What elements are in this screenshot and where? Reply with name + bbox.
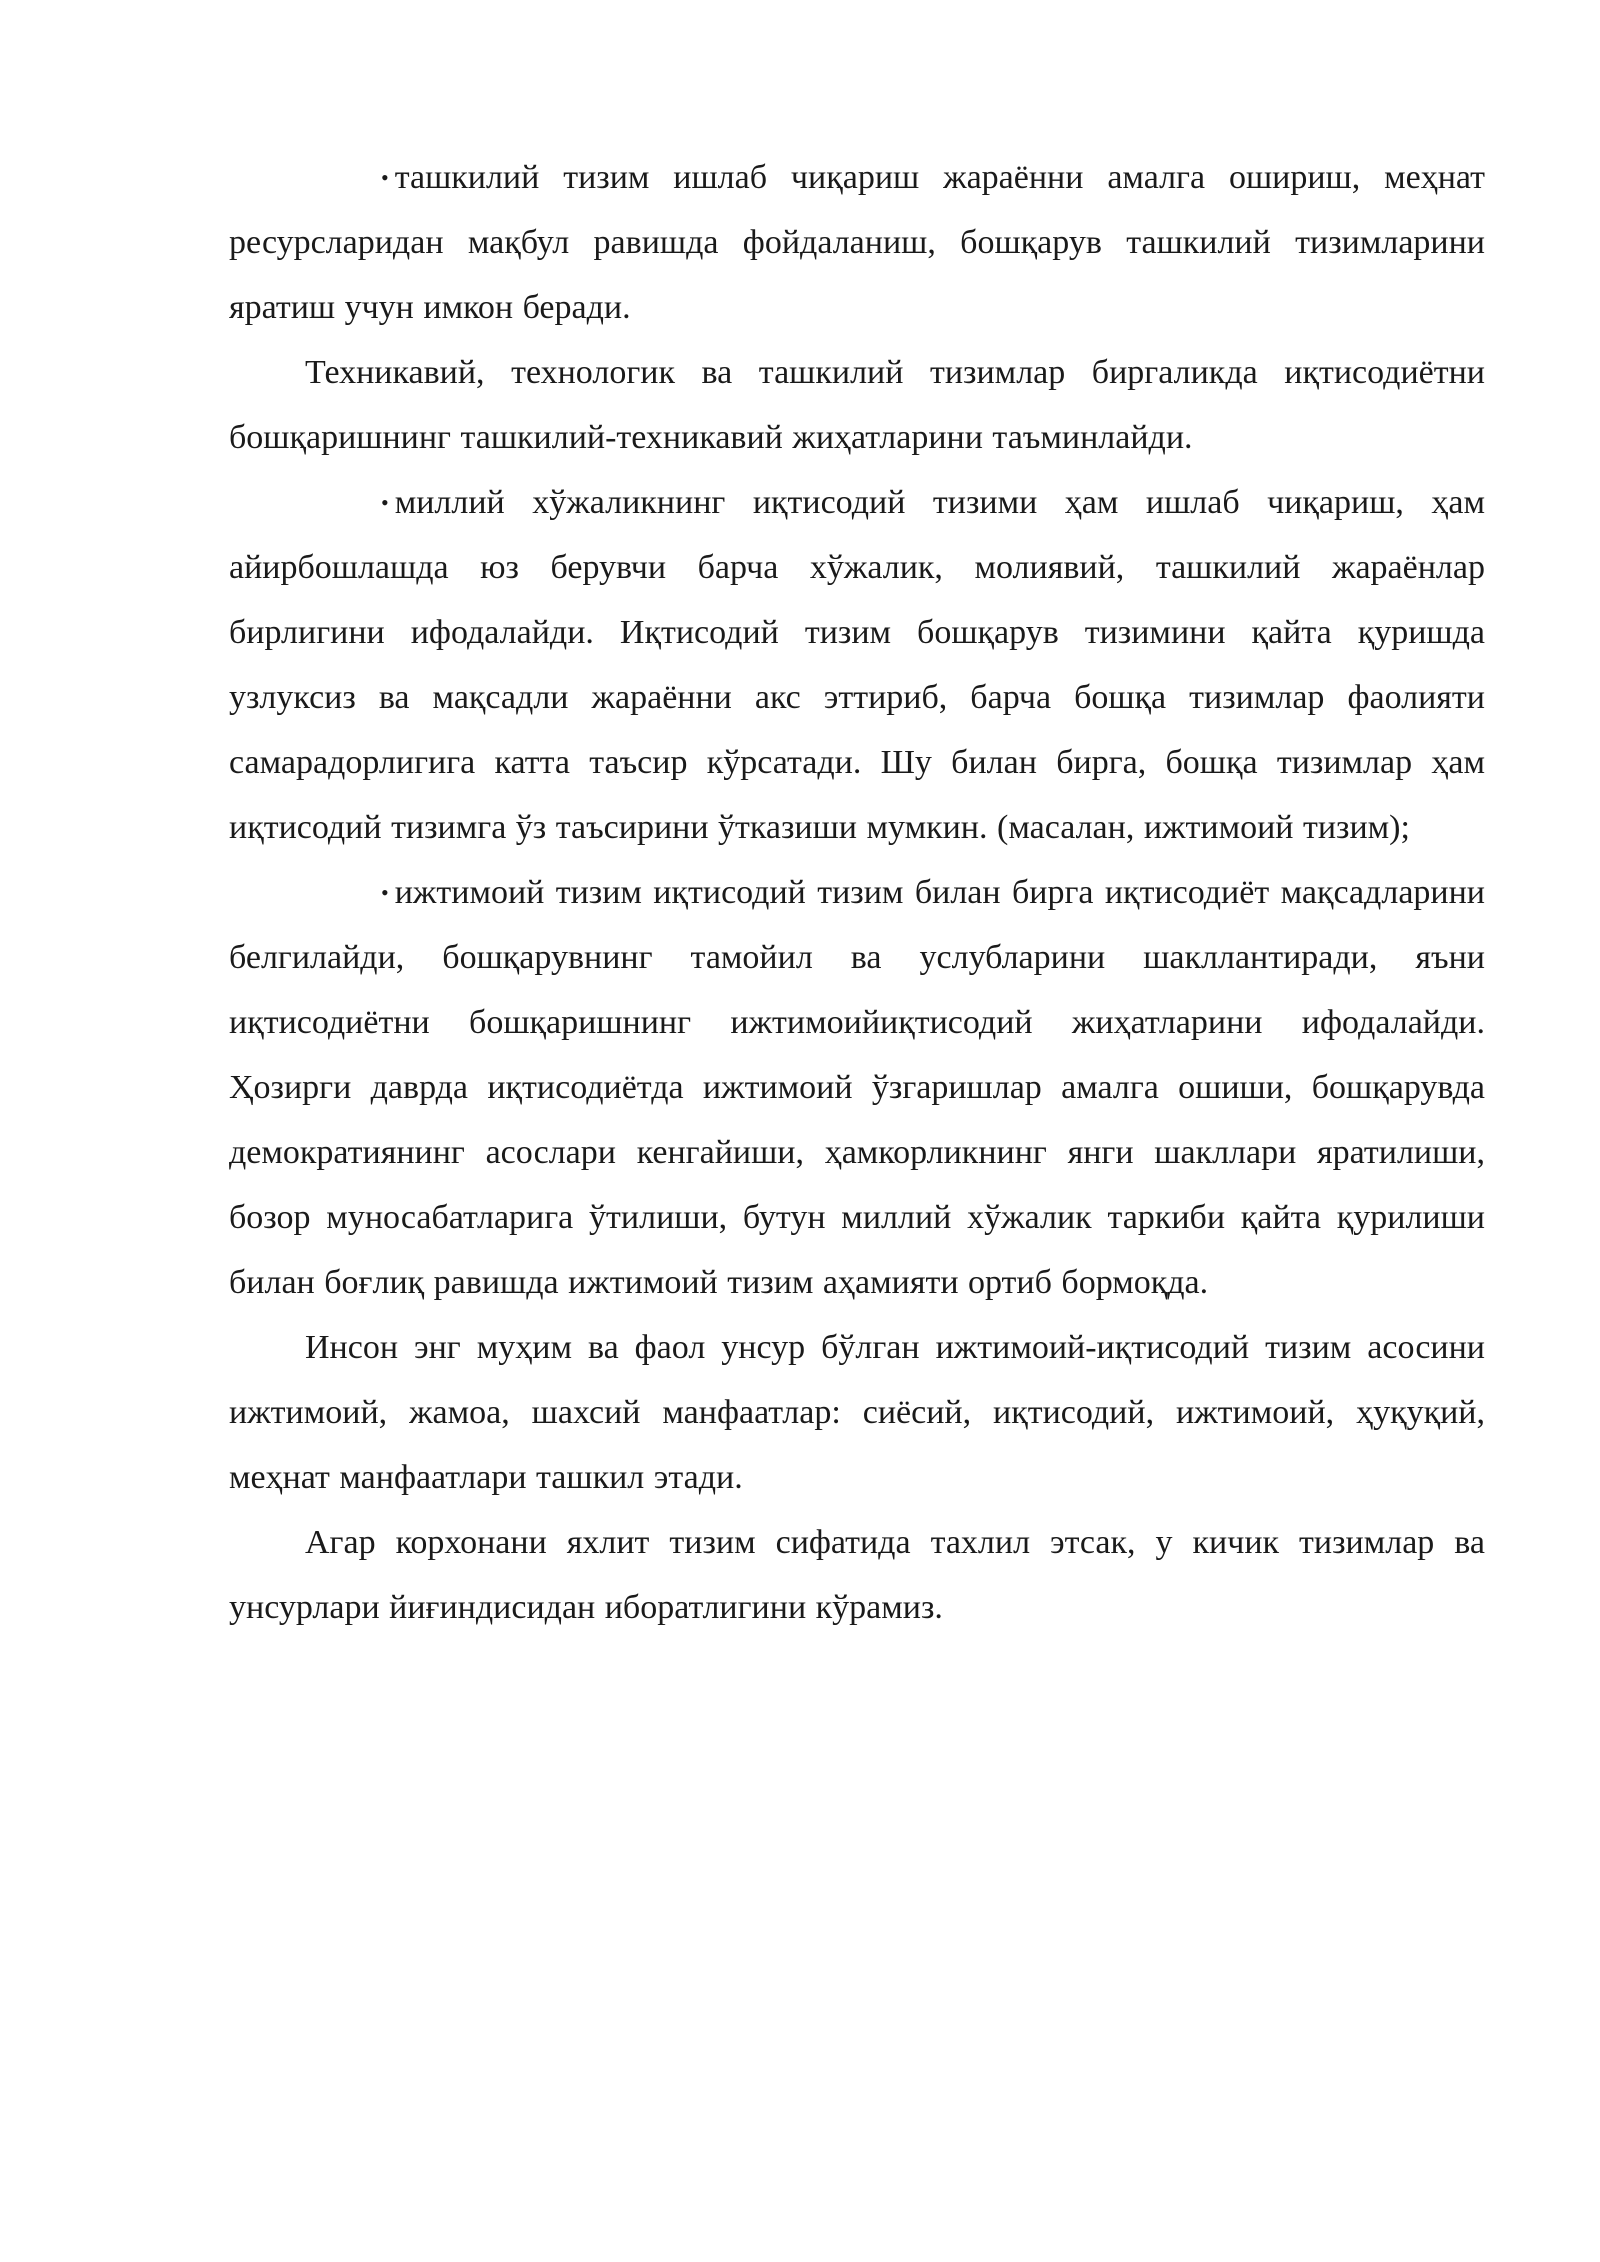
- paragraph-4: [229, 860, 1485, 1315]
- paragraph-5: [229, 1315, 1485, 1510]
- paragraph-text: ижтимоий тизим иқтисодий тизим билан бирга иқтисодиёт мақсадларини белгилайди, бошқарувнинг тамойил ва услубларини шакллантиради, яъни иқтисодиётни бошқаришнинг ижтимоийиқтисодий жиҳатларини ифодалайди. Ҳозирги даврда иқтисодиётда ижтимоий ўзгаришлар амалга ошиши, бошқарувда демократиянинг асослари кенгайиши, ҳамкорликнинг янги шакллари яратилиши, бозор муносабатларига ўтилиши, бутун миллий хўжалик таркиби қайта қурилиши билан боғлиқ равишда ижтимоий тизим аҳамияти ортиб бормоқда.: [229, 874, 1485, 1301]
- paragraph-2: [229, 340, 1485, 470]
- paragraph-6: [229, 1510, 1485, 1640]
- paragraph-text: Техникавий, технологик ва ташкилий тизимлар биргаликда иқтисодиётни бошқаришнинг ташкилий-техникавий жиҳатларини таъминлайди.: [229, 354, 1485, 456]
- bullet-icon: •: [381, 165, 389, 190]
- document-body: [229, 145, 1485, 1640]
- paragraph-text: Инсон энг муҳим ва фаол унсур бўлган ижтимоий-иқтисодий тизим асосини ижтимоий, жамоа, шахсий манфаатлар: сиёсий, иқтисодий, ижтимоий, ҳуқуқий, меҳнат манфаатлари ташкил этади.: [229, 1329, 1485, 1496]
- paragraph-text: Агар корхонани яхлит тизим сифатида тахлил этсак, у кичик тизимлар ва унсурлари йиғиндисидан иборатлигини кўрамиз.: [229, 1524, 1485, 1626]
- paragraph-3: [229, 470, 1485, 860]
- bullet-icon: •: [381, 880, 389, 905]
- paragraph-1: [229, 145, 1485, 340]
- paragraph-text: миллий хўжаликнинг иқтисодий тизими ҳам ишлаб чиқариш, ҳам айирбошлашда юз берувчи барча хўжалик, молиявий, ташкилий жараёнлар бирлигини ифодалайди. Иқтисодий тизим бошқарув тизимини қайта қуришда узлуксиз ва мақсадли жараённи акс эттириб, барча бошқа тизимлар фаолияти самарадорлигига катта таъсир кўрсатади. Шу билан бирга, бошқа тизимлар ҳам иқтисодий тизимга ўз таъсирини ўтказиши мумкин. (масалан, ижтимоий тизим);: [229, 484, 1485, 846]
- paragraph-text: ташкилий тизим ишлаб чиқариш жараённи амалга ошириш, меҳнат ресурсларидан мақбул равишда фойдаланиш, бошқарув ташкилий тизимларини яратиш учун имкон беради.: [229, 159, 1485, 326]
- bullet-icon: •: [381, 490, 389, 515]
